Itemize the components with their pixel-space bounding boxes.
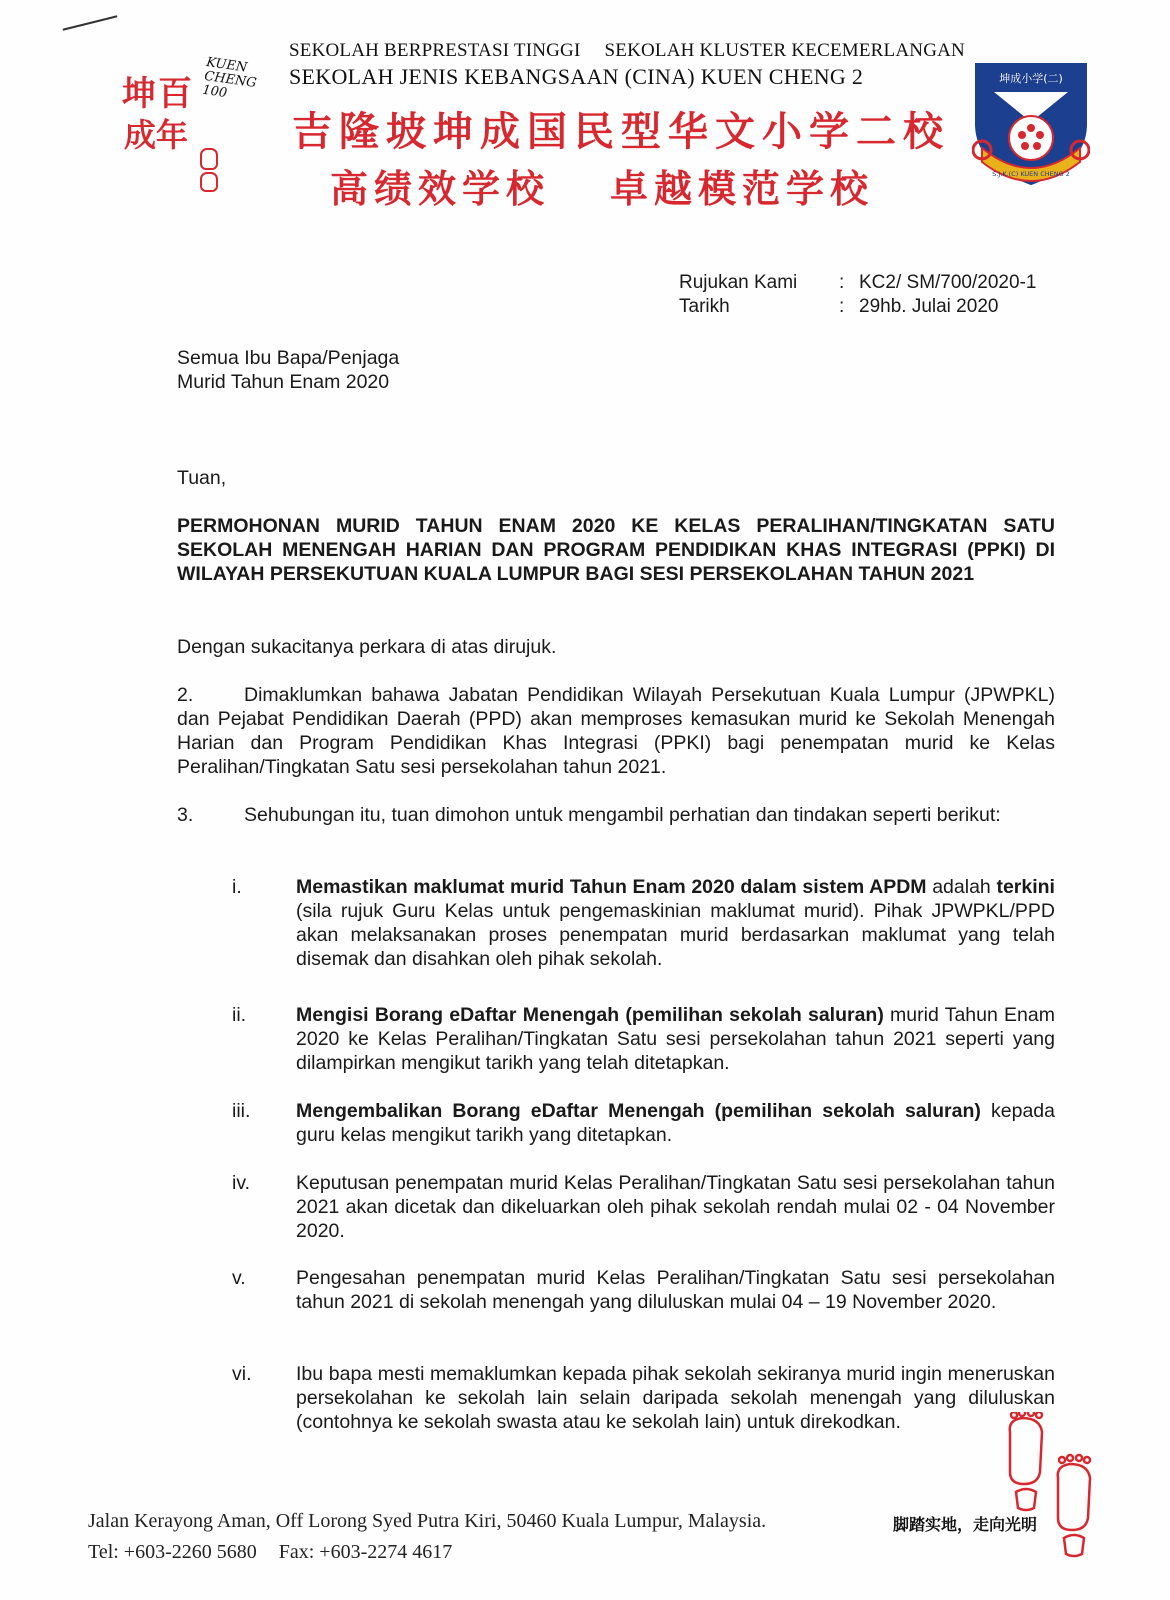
- item-text: [296, 875, 1055, 971]
- paragraph-3: [177, 803, 1055, 827]
- crest-bottom-text: S.J.K.(C) KUEN CHENG 2: [992, 170, 1070, 178]
- item-rest: (sila rujuk Guru Kelas untuk pengemaskinian maklumat murid). Pihak JPWPKL/PPD akan melaksanakan proses penempatan murid berdasarkan maklumat yang telah disemak dan disahkan oleh pihak sekolah.: [296, 900, 1055, 970]
- item-text: [296, 1003, 1055, 1075]
- item-number: iii.: [232, 1100, 251, 1122]
- list-item: [232, 1171, 1055, 1243]
- list-item: [232, 875, 1055, 971]
- tag-left: 高绩效学校: [330, 166, 551, 211]
- paragraph-text: Dimaklumkan bahawa Jabatan Pendidikan Wilayah Persekutuan Kuala Lumpur (JPWPKL) dan Pejabat Pendidikan Daerah (PPD) akan memproses kemasukan murid ke Sekolah Menengah Harian dan Program Pendidikan Khas Integrasi (PPKI) bagi penempatan murid ke Kelas Peralihan/Tingkatan Satu sesi persekolahan tahun 2021.: [177, 684, 1055, 778]
- footer-contact: [88, 1541, 452, 1564]
- school-name-chinese: 吉隆坡坤成国民型华文小学二校: [292, 108, 950, 155]
- ref-colon: :: [839, 272, 845, 293]
- paragraph-2: [177, 683, 1055, 779]
- centenary-logo: [122, 55, 262, 190]
- item-text: Pengesahan penempatan murid Kelas Peralihan/Tingkatan Satu sesi persekolahan tahun 2021 di sekolah menengah yang diluluskan mulai 04 – 19 November 2020.: [296, 1267, 1055, 1313]
- item-mid: adalah: [926, 876, 997, 898]
- date-row: [679, 295, 1036, 319]
- date-colon: :: [839, 296, 845, 317]
- item-number: v.: [232, 1267, 246, 1289]
- footprint-icon: [200, 148, 218, 170]
- reference-block: [679, 271, 1036, 319]
- item-text: Ibu bapa mesti memaklumkan kepada pihak sekolah sekiranya murid ingin meneruskan persekolahan ke sekolah lain selain daripada sekolah menengah yang diluluskan (contohnya ke sekolah swasta atau ke sekolah lain) untuk direkodkan.: [296, 1363, 1055, 1433]
- item-text: [296, 1099, 1055, 1147]
- logo-cn-bottom: 成年: [124, 116, 189, 154]
- item-rest: murid Tahun Enam 2020 ke Kelas Peralihan/Tingkatan Satu sesi persekolahan tahun 2021 seperti yang dilampirkan mengikut tarikh yang telah ditetapkan.: [296, 1004, 1055, 1074]
- paragraph-text: Sehubungan itu, tuan dimohon untuk mengambil perhatian dan tindakan seperti berikut:: [244, 804, 1001, 826]
- header-tagline: [289, 40, 989, 62]
- logo-en-text: KUEN CHENG 100: [201, 55, 258, 102]
- item-bold: Memastikan maklumat murid Tahun Enam 2020 dalam sistem APDM: [296, 876, 927, 898]
- footprints-icon: [1000, 1412, 1140, 1562]
- item-bold: Mengembalikan Borang eDaftar Menengah (pemilihan sekolah saluran): [296, 1100, 981, 1122]
- tagline-right: SEKOLAH KLUSTER KECEMERLANGAN: [604, 40, 965, 61]
- tagline-left: SEKOLAH BERPRESTASI TINGGI: [289, 40, 581, 61]
- subject-heading: PERMOHONAN MURID TAHUN ENAM 2020 KE KELAS PERALIHAN/TINGKATAN SATU SEKOLAH MENENGAH HARIAN DAN PROGRAM PENDIDIKAN KHAS INTEGRASI (PPKI) DI WILAYAH PERSEKUTUAN KUALA LUMPUR BAGI SESI PERSEKOLAHAN TAHUN 2021: [177, 515, 1055, 585]
- reference-row: [679, 271, 1036, 295]
- school-tags-chinese: [330, 158, 874, 213]
- footer-slogan: 脚踏实地，走向光明: [893, 1515, 1038, 1534]
- paragraph-number: 2.: [177, 684, 194, 706]
- salutation: Tuan,: [177, 467, 227, 489]
- list-item: [232, 1099, 1055, 1147]
- item-bold: terkini: [996, 876, 1055, 898]
- logo-cn-top: 坤百: [122, 74, 194, 114]
- footer-fax: Fax: +603-2274 4617: [278, 1541, 453, 1563]
- date-value: 29hb. Julai 2020: [859, 296, 999, 317]
- recipient: [177, 346, 399, 394]
- item-number: vi.: [232, 1363, 252, 1385]
- recipient-line2: Murid Tahun Enam 2020: [177, 371, 390, 393]
- tag-right: 卓越模范学校: [610, 166, 875, 211]
- ref-label: Rujukan Kami: [679, 272, 798, 293]
- list-item: [232, 1362, 1055, 1434]
- list-item: [232, 1266, 1055, 1314]
- school-crest-icon: [972, 62, 1090, 194]
- opening-line: Dengan sukacitanya perkara di atas dirujuk.: [177, 636, 557, 658]
- footer-address: Jalan Kerayong Aman, Off Lorong Syed Putra Kiri, 50460 Kuala Lumpur, Malaysia.: [88, 1510, 767, 1532]
- item-text: Keputusan penempatan murid Kelas Peralihan/Tingkatan Satu sesi persekolahan tahun 2021 akan dicetak dan dikeluarkan oleh pihak sekolah rendah mulai 02 - 04 November 2020.: [296, 1172, 1055, 1242]
- item-number: iv.: [232, 1172, 251, 1194]
- item-number: ii.: [232, 1004, 247, 1026]
- footprint-icon: [200, 172, 218, 192]
- footer-tel: Tel: +603-2260 5680: [88, 1541, 257, 1563]
- recipient-line1: Semua Ibu Bapa/Penjaga: [177, 347, 400, 369]
- item-bold: Mengisi Borang eDaftar Menengah (pemilihan sekolah saluran): [296, 1004, 884, 1026]
- item-number: i.: [232, 876, 242, 898]
- school-name: SEKOLAH JENIS KEBANGSAAN (CINA) KUEN CHENG 2: [289, 64, 864, 89]
- crest-top-text: 坤成小学(二): [999, 72, 1063, 85]
- list-item: [232, 1003, 1055, 1075]
- date-label: Tarikh: [679, 296, 730, 317]
- scan-mark: [63, 15, 118, 30]
- paragraph-number: 3.: [177, 804, 194, 826]
- ref-value: KC2/ SM/700/2020-1: [859, 272, 1037, 293]
- item-rest: kepada guru kelas mengikut tarikh yang ditetapkan.: [296, 1100, 1055, 1146]
